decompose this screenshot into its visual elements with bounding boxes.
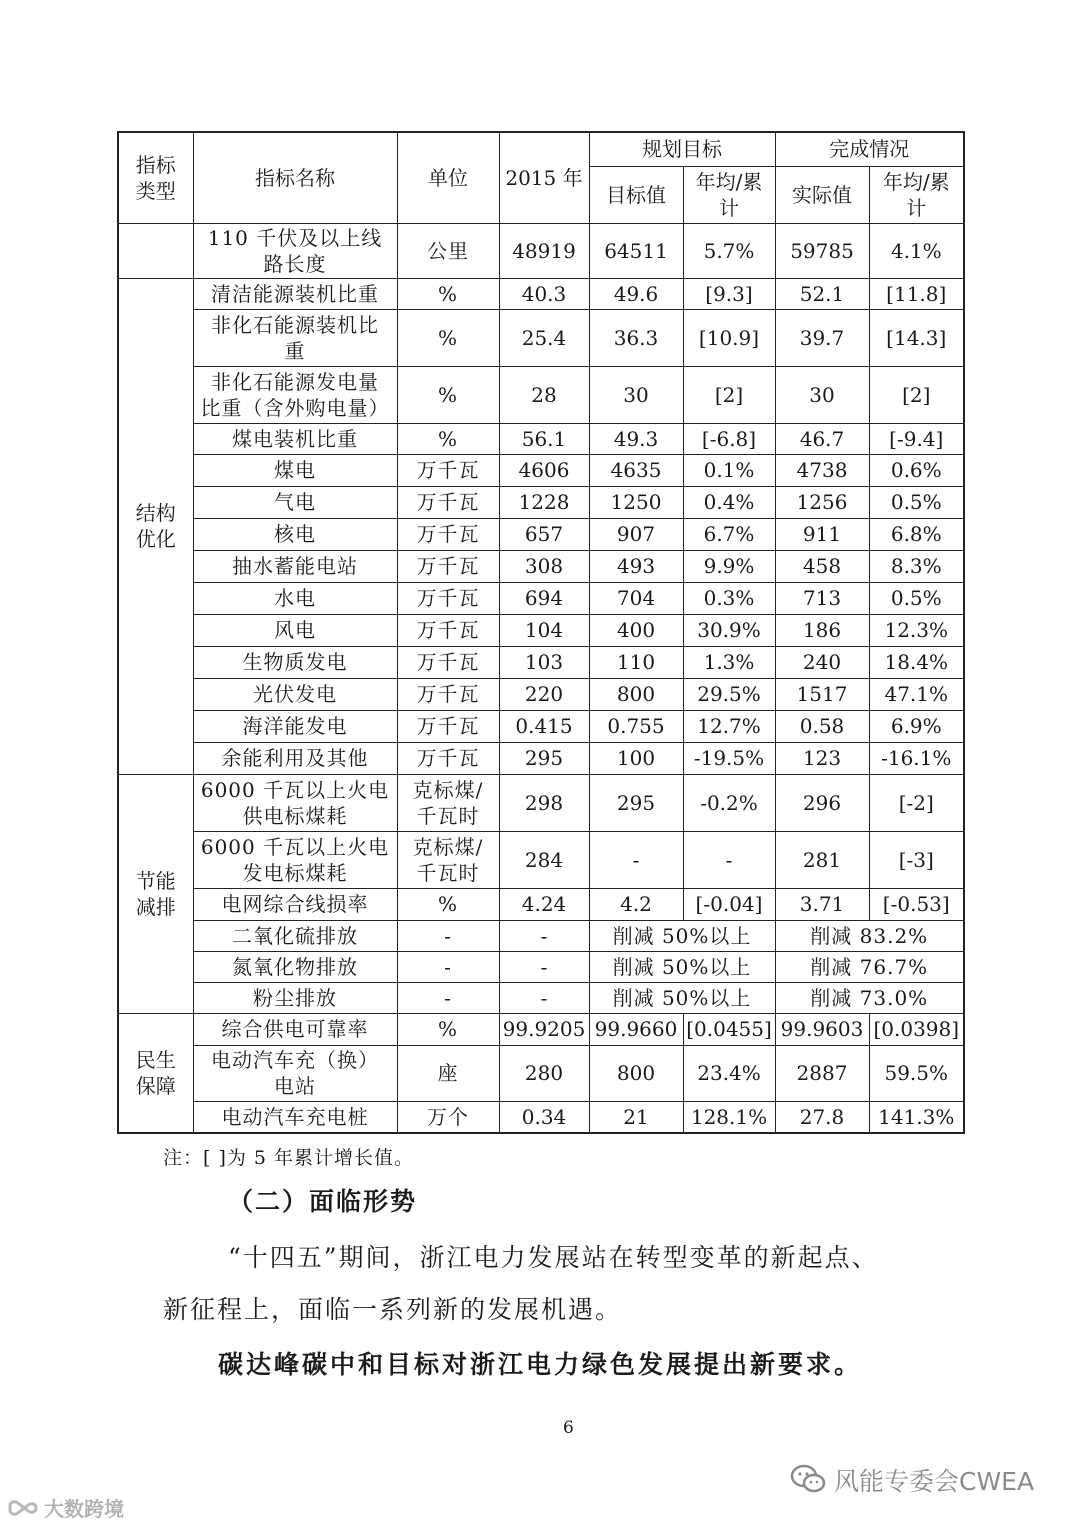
plan-annual-cell: -19.5% <box>683 742 775 774</box>
actual-annual-cell: 6.8% <box>869 518 964 550</box>
plan-annual-cell: 5.7% <box>683 223 775 278</box>
plan-target-merged-cell: 削减 50%以上 <box>589 982 775 1013</box>
plan-annual-cell: 0.4% <box>683 486 775 518</box>
plan-annual-cell: 29.5% <box>683 678 775 710</box>
bold-statement: 碳达峰碳中和目标对浙江电力绿色发展提出新要求。 <box>218 1350 863 1379</box>
unit-cell: 万千瓦 <box>397 518 499 550</box>
plan-target-cell: 49.6 <box>589 278 683 309</box>
actual-value-cell: 458 <box>775 550 869 582</box>
indicator-name-cell: 光伏发电 <box>193 678 397 710</box>
plan-target-cell: 21 <box>589 1101 683 1133</box>
value-2015-cell: 284 <box>499 831 589 888</box>
indicator-name-cell: 电动汽车充电桩 <box>193 1101 397 1133</box>
actual-value-cell: 911 <box>775 518 869 550</box>
actual-annual-cell: 18.4% <box>869 646 964 678</box>
section-heading: （二）面临形势 <box>228 1187 418 1216</box>
value-2015-cell: 4.24 <box>499 888 589 920</box>
table-row <box>118 1045 964 1101</box>
plan-target-cell: 100 <box>589 742 683 774</box>
plan-target-cell: - <box>589 831 683 888</box>
indicator-name-cell: 氮氧化物排放 <box>193 951 397 982</box>
plan-target-cell: 1250 <box>589 486 683 518</box>
unit-cell: % <box>397 888 499 920</box>
table-row <box>118 920 964 951</box>
actual-annual-cell: 59.5% <box>869 1045 964 1101</box>
plan-target-cell: 99.9660 <box>589 1013 683 1045</box>
value-2015-cell: 4606 <box>499 454 589 486</box>
table-row <box>118 982 964 1013</box>
actual-annual-cell: 4.1% <box>869 223 964 278</box>
actual-annual-cell: [14.3] <box>869 309 964 366</box>
unit-cell: 万千瓦 <box>397 646 499 678</box>
plan-annual-cell: [0.0455] <box>683 1013 775 1045</box>
actual-annual-cell: 8.3% <box>869 550 964 582</box>
header-actual: 实际值 <box>775 166 869 223</box>
plan-target-cell: 64511 <box>589 223 683 278</box>
watermark-left <box>6 1493 124 1522</box>
infinity-logo-icon <box>6 1496 40 1521</box>
actual-value-cell: 59785 <box>775 223 869 278</box>
actual-merged-cell: 削减 76.7% <box>775 951 964 982</box>
plan-annual-cell: 128.1% <box>683 1101 775 1133</box>
actual-annual-cell: [-0.53] <box>869 888 964 920</box>
table-note: 注：[ ]为 5 年累计增长值。 <box>163 1147 415 1169</box>
table-row <box>118 774 964 831</box>
plan-annual-cell: [-0.04] <box>683 888 775 920</box>
value-2015-cell: 104 <box>499 614 589 646</box>
plan-target-cell: 704 <box>589 582 683 614</box>
table-row <box>118 309 964 366</box>
plan-target-cell: 49.3 <box>589 423 683 454</box>
value-2015-cell: 694 <box>499 582 589 614</box>
header-done: 完成情况 <box>775 132 964 166</box>
actual-value-cell: 1256 <box>775 486 869 518</box>
table-row <box>118 223 964 278</box>
value-2015-cell: - <box>499 982 589 1013</box>
header-plan: 规划目标 <box>589 132 775 166</box>
plan-target-merged-cell: 削减 50%以上 <box>589 951 775 982</box>
actual-value-cell: 46.7 <box>775 423 869 454</box>
unit-cell: 座 <box>397 1045 499 1101</box>
indicator-name-cell: 综合供电可靠率 <box>193 1013 397 1045</box>
indicator-name-cell: 6000 千瓦以上火电 供电标煤耗 <box>193 774 397 831</box>
watermark-right <box>790 1462 1034 1500</box>
value-2015-cell: 657 <box>499 518 589 550</box>
plan-annual-cell: [-6.8] <box>683 423 775 454</box>
actual-annual-cell: [-2] <box>869 774 964 831</box>
plan-target-cell: 110 <box>589 646 683 678</box>
indicator-name-cell: 水电 <box>193 582 397 614</box>
indicator-name-cell: 海洋能发电 <box>193 710 397 742</box>
indicator-name-cell: 非化石能源发电量 比重（含外购电量） <box>193 366 397 423</box>
indicator-name-cell: 110 千伏及以上线 路长度 <box>193 223 397 278</box>
plan-annual-cell: 23.4% <box>683 1045 775 1101</box>
actual-annual-cell: [2] <box>869 366 964 423</box>
plan-annual-cell: [10.9] <box>683 309 775 366</box>
table-row <box>118 1101 964 1133</box>
unit-cell: % <box>397 366 499 423</box>
indicator-type-cell: 结构 优化 <box>118 278 193 774</box>
indicator-name-cell: 风电 <box>193 614 397 646</box>
plan-target-cell: 295 <box>589 774 683 831</box>
indicator-name-cell: 二氧化硫排放 <box>193 920 397 951</box>
plan-annual-cell: - <box>683 831 775 888</box>
indicator-name-cell: 6000 千瓦以上火电 发电标煤耗 <box>193 831 397 888</box>
unit-cell: 克标煤/ 千瓦时 <box>397 831 499 888</box>
unit-cell: % <box>397 423 499 454</box>
indicator-name-cell: 煤电装机比重 <box>193 423 397 454</box>
indicator-table <box>117 131 965 1134</box>
header-year: 2015 年 <box>499 132 589 223</box>
actual-annual-cell: 47.1% <box>869 678 964 710</box>
plan-target-cell: 493 <box>589 550 683 582</box>
indicator-name-cell: 非化石能源装机比 重 <box>193 309 397 366</box>
unit-cell: - <box>397 951 499 982</box>
plan-target-cell: 800 <box>589 1045 683 1101</box>
actual-value-cell: 123 <box>775 742 869 774</box>
value-2015-cell: 0.415 <box>499 710 589 742</box>
table-row <box>118 678 964 710</box>
unit-cell: 万千瓦 <box>397 582 499 614</box>
value-2015-cell: 25.4 <box>499 309 589 366</box>
value-2015-cell: 1228 <box>499 486 589 518</box>
page-number: 6 <box>563 1418 574 1438</box>
table-row <box>118 742 964 774</box>
unit-cell: 万千瓦 <box>397 550 499 582</box>
table-row <box>118 518 964 550</box>
wechat-icon <box>790 1464 826 1500</box>
value-2015-cell: 280 <box>499 1045 589 1101</box>
actual-value-cell: 30 <box>775 366 869 423</box>
actual-value-cell: 240 <box>775 646 869 678</box>
actual-merged-cell: 削减 73.0% <box>775 982 964 1013</box>
value-2015-cell: 28 <box>499 366 589 423</box>
value-2015-cell: 56.1 <box>499 423 589 454</box>
actual-value-cell: 296 <box>775 774 869 831</box>
indicator-type-cell: 节能 减排 <box>118 774 193 1013</box>
unit-cell: 万千瓦 <box>397 614 499 646</box>
indicator-type-cell: 民生 保障 <box>118 1013 193 1133</box>
watermark-left-text: 大数跨境 <box>44 1497 124 1521</box>
plan-target-cell: 400 <box>589 614 683 646</box>
header-type: 指标 类型 <box>118 132 193 223</box>
value-2015-cell: - <box>499 951 589 982</box>
header-annual-plan: 年均/累 计 <box>683 166 775 223</box>
unit-cell: - <box>397 920 499 951</box>
actual-value-cell: 4738 <box>775 454 869 486</box>
unit-cell: 万千瓦 <box>397 486 499 518</box>
actual-value-cell: 2887 <box>775 1045 869 1101</box>
table-row <box>118 646 964 678</box>
plan-annual-cell: 0.1% <box>683 454 775 486</box>
plan-annual-cell: 6.7% <box>683 518 775 550</box>
unit-cell: 万千瓦 <box>397 710 499 742</box>
plan-annual-cell: -0.2% <box>683 774 775 831</box>
unit-cell: 万千瓦 <box>397 742 499 774</box>
plan-annual-cell: 9.9% <box>683 550 775 582</box>
value-2015-cell: 0.34 <box>499 1101 589 1133</box>
actual-annual-cell: [-3] <box>869 831 964 888</box>
actual-value-cell: 39.7 <box>775 309 869 366</box>
plan-target-merged-cell: 削减 50%以上 <box>589 920 775 951</box>
table-row <box>118 614 964 646</box>
plan-annual-cell: [2] <box>683 366 775 423</box>
indicator-name-cell: 余能利用及其他 <box>193 742 397 774</box>
unit-cell: 公里 <box>397 223 499 278</box>
header-name: 指标名称 <box>193 132 397 223</box>
table-row <box>118 888 964 920</box>
table-row <box>118 454 964 486</box>
actual-value-cell: 186 <box>775 614 869 646</box>
indicator-type-cell <box>118 223 193 278</box>
actual-annual-cell: -16.1% <box>869 742 964 774</box>
actual-annual-cell: [-9.4] <box>869 423 964 454</box>
value-2015-cell: - <box>499 920 589 951</box>
plan-annual-cell: 30.9% <box>683 614 775 646</box>
unit-cell: 万千瓦 <box>397 678 499 710</box>
paragraph-line-2: 新征程上，面临一系列新的发展机遇。 <box>163 1295 623 1324</box>
indicator-name-cell: 气电 <box>193 486 397 518</box>
actual-annual-cell: 6.9% <box>869 710 964 742</box>
unit-cell: - <box>397 982 499 1013</box>
plan-target-cell: 907 <box>589 518 683 550</box>
header-annual-done: 年均/累 计 <box>869 166 964 223</box>
table-row <box>118 366 964 423</box>
indicator-name-cell: 核电 <box>193 518 397 550</box>
plan-target-cell: 0.755 <box>589 710 683 742</box>
actual-annual-cell: [0.0398] <box>869 1013 964 1045</box>
indicator-name-cell: 粉尘排放 <box>193 982 397 1013</box>
unit-cell: % <box>397 309 499 366</box>
actual-value-cell: 0.58 <box>775 710 869 742</box>
actual-value-cell: 3.71 <box>775 888 869 920</box>
indicator-name-cell: 清洁能源装机比重 <box>193 278 397 309</box>
unit-cell: 万千瓦 <box>397 454 499 486</box>
table-row <box>118 582 964 614</box>
actual-value-cell: 1517 <box>775 678 869 710</box>
indicator-name-cell: 电动汽车充（换） 电站 <box>193 1045 397 1101</box>
unit-cell: % <box>397 278 499 309</box>
value-2015-cell: 295 <box>499 742 589 774</box>
table-row <box>118 831 964 888</box>
plan-target-cell: 4.2 <box>589 888 683 920</box>
plan-target-cell: 800 <box>589 678 683 710</box>
actual-annual-cell: [11.8] <box>869 278 964 309</box>
table-row <box>118 1013 964 1045</box>
table-row <box>118 278 964 309</box>
plan-annual-cell: 12.7% <box>683 710 775 742</box>
header-unit: 单位 <box>397 132 499 223</box>
actual-annual-cell: 12.3% <box>869 614 964 646</box>
value-2015-cell: 298 <box>499 774 589 831</box>
plan-annual-cell: 1.3% <box>683 646 775 678</box>
actual-value-cell: 99.9603 <box>775 1013 869 1045</box>
actual-annual-cell: 0.5% <box>869 486 964 518</box>
table-row <box>118 951 964 982</box>
actual-value-cell: 27.8 <box>775 1101 869 1133</box>
plan-annual-cell: 0.3% <box>683 582 775 614</box>
plan-annual-cell: [9.3] <box>683 278 775 309</box>
table-row <box>118 710 964 742</box>
value-2015-cell: 308 <box>499 550 589 582</box>
indicator-name-cell: 生物质发电 <box>193 646 397 678</box>
value-2015-cell: 99.9205 <box>499 1013 589 1045</box>
unit-cell: 克标煤/ 千瓦时 <box>397 774 499 831</box>
unit-cell: 万个 <box>397 1101 499 1133</box>
plan-target-cell: 4635 <box>589 454 683 486</box>
actual-merged-cell: 削减 83.2% <box>775 920 964 951</box>
table-row <box>118 550 964 582</box>
paragraph-line-1: “十四五”期间，浙江电力发展站在转型变革的新起点、 <box>228 1243 879 1272</box>
indicator-name-cell: 抽水蓄能电站 <box>193 550 397 582</box>
watermark-right-text: 风能专委会CWEA <box>834 1467 1035 1496</box>
table-row <box>118 486 964 518</box>
table-row <box>118 423 964 454</box>
indicator-name-cell: 煤电 <box>193 454 397 486</box>
actual-annual-cell: 0.6% <box>869 454 964 486</box>
unit-cell: % <box>397 1013 499 1045</box>
plan-target-cell: 30 <box>589 366 683 423</box>
value-2015-cell: 40.3 <box>499 278 589 309</box>
actual-annual-cell: 0.5% <box>869 582 964 614</box>
actual-value-cell: 52.1 <box>775 278 869 309</box>
actual-annual-cell: 141.3% <box>869 1101 964 1133</box>
header-target: 目标值 <box>589 166 683 223</box>
actual-value-cell: 713 <box>775 582 869 614</box>
value-2015-cell: 103 <box>499 646 589 678</box>
actual-value-cell: 281 <box>775 831 869 888</box>
plan-target-cell: 36.3 <box>589 309 683 366</box>
value-2015-cell: 48919 <box>499 223 589 278</box>
indicator-name-cell: 电网综合线损率 <box>193 888 397 920</box>
value-2015-cell: 220 <box>499 678 589 710</box>
